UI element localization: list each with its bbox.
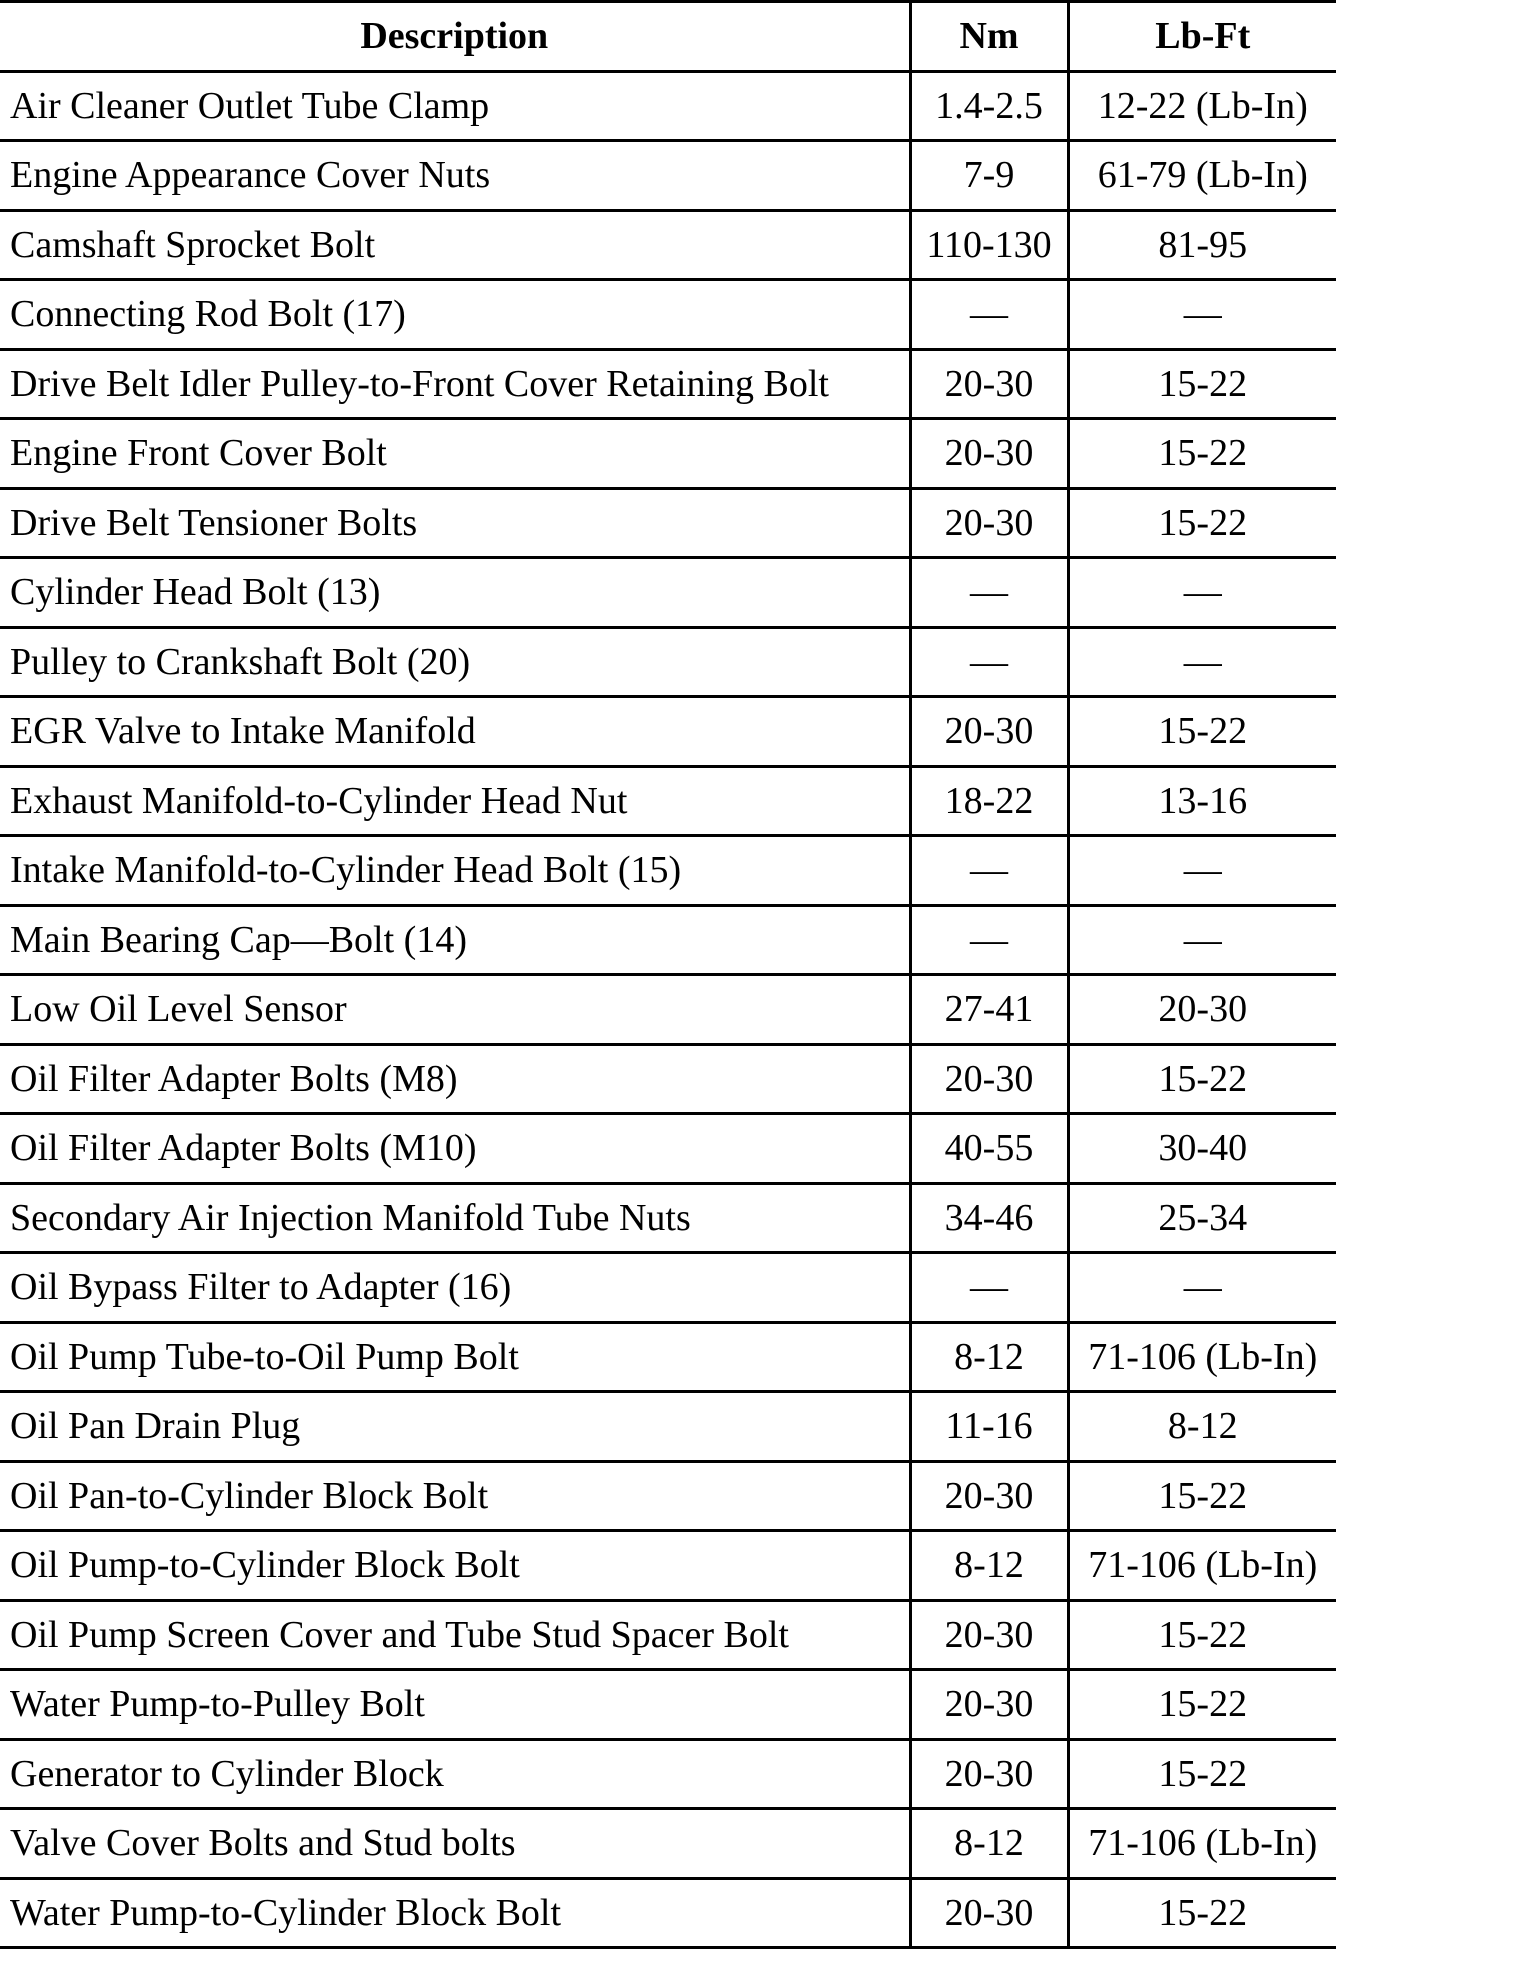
lbft-cell: 71-106 (Lb-In) bbox=[1068, 1322, 1336, 1392]
description-cell: Water Pump-to-Cylinder Block Bolt bbox=[0, 1878, 910, 1948]
column-header-lbft: Lb-Ft bbox=[1068, 2, 1336, 72]
lbft-cell: 15-22 bbox=[1068, 1739, 1336, 1809]
description-cell: Engine Front Cover Bolt bbox=[0, 419, 910, 489]
lbft-cell: 71-106 (Lb-In) bbox=[1068, 1809, 1336, 1879]
table-row bbox=[0, 975, 1336, 1045]
nm-cell: 11-16 bbox=[910, 1392, 1068, 1462]
nm-cell: 20-30 bbox=[910, 1461, 1068, 1531]
description-cell: Secondary Air Injection Manifold Tube Nuts bbox=[0, 1183, 910, 1253]
table-row bbox=[0, 1392, 1336, 1462]
description-cell: Oil Pump Screen Cover and Tube Stud Spacer Bolt bbox=[0, 1600, 910, 1670]
table-row bbox=[0, 210, 1336, 280]
nm-cell: — bbox=[910, 905, 1068, 975]
description-cell: Camshaft Sprocket Bolt bbox=[0, 210, 910, 280]
table-row bbox=[0, 1600, 1336, 1670]
nm-cell: — bbox=[910, 836, 1068, 906]
nm-cell: 20-30 bbox=[910, 488, 1068, 558]
description-cell: Water Pump-to-Pulley Bolt bbox=[0, 1670, 910, 1740]
lbft-cell: — bbox=[1068, 627, 1336, 697]
lbft-cell: — bbox=[1068, 905, 1336, 975]
lbft-cell: 71-106 (Lb-In) bbox=[1068, 1531, 1336, 1601]
table-row bbox=[0, 1670, 1336, 1740]
table-row bbox=[0, 1322, 1336, 1392]
description-cell: Generator to Cylinder Block bbox=[0, 1739, 910, 1809]
nm-cell: 1.4-2.5 bbox=[910, 71, 1068, 141]
lbft-cell: — bbox=[1068, 836, 1336, 906]
description-cell: Oil Pump-to-Cylinder Block Bolt bbox=[0, 1531, 910, 1601]
nm-cell: — bbox=[910, 280, 1068, 350]
description-cell: EGR Valve to Intake Manifold bbox=[0, 697, 910, 767]
lbft-cell: 13-16 bbox=[1068, 766, 1336, 836]
description-cell: Drive Belt Tensioner Bolts bbox=[0, 488, 910, 558]
description-cell: Valve Cover Bolts and Stud bolts bbox=[0, 1809, 910, 1879]
table-row bbox=[0, 836, 1336, 906]
description-cell: Cylinder Head Bolt (13) bbox=[0, 558, 910, 628]
nm-cell: 7-9 bbox=[910, 141, 1068, 211]
description-cell: Oil Filter Adapter Bolts (M10) bbox=[0, 1114, 910, 1184]
nm-cell: 110-130 bbox=[910, 210, 1068, 280]
table-row bbox=[0, 419, 1336, 489]
lbft-cell: — bbox=[1068, 280, 1336, 350]
table-row bbox=[0, 905, 1336, 975]
table-row bbox=[0, 488, 1336, 558]
nm-cell: 18-22 bbox=[910, 766, 1068, 836]
nm-cell: 8-12 bbox=[910, 1322, 1068, 1392]
table-row bbox=[0, 627, 1336, 697]
table-row bbox=[0, 697, 1336, 767]
nm-cell: 20-30 bbox=[910, 1600, 1068, 1670]
nm-cell: 20-30 bbox=[910, 1878, 1068, 1948]
nm-cell: 8-12 bbox=[910, 1531, 1068, 1601]
lbft-cell: 25-34 bbox=[1068, 1183, 1336, 1253]
column-header-nm: Nm bbox=[910, 2, 1068, 72]
lbft-cell: 15-22 bbox=[1068, 1461, 1336, 1531]
table-row bbox=[0, 1739, 1336, 1809]
lbft-cell: 81-95 bbox=[1068, 210, 1336, 280]
nm-cell: 34-46 bbox=[910, 1183, 1068, 1253]
description-cell: Oil Bypass Filter to Adapter (16) bbox=[0, 1253, 910, 1323]
lbft-cell: 15-22 bbox=[1068, 1878, 1336, 1948]
lbft-cell: 12-22 (Lb-In) bbox=[1068, 71, 1336, 141]
nm-cell: — bbox=[910, 627, 1068, 697]
description-cell: Oil Pan-to-Cylinder Block Bolt bbox=[0, 1461, 910, 1531]
nm-cell: 20-30 bbox=[910, 1739, 1068, 1809]
nm-cell: — bbox=[910, 558, 1068, 628]
lbft-cell: — bbox=[1068, 1253, 1336, 1323]
lbft-cell: 20-30 bbox=[1068, 975, 1336, 1045]
description-cell: Air Cleaner Outlet Tube Clamp bbox=[0, 71, 910, 141]
description-cell: Pulley to Crankshaft Bolt (20) bbox=[0, 627, 910, 697]
table-row bbox=[0, 1878, 1336, 1948]
column-header-description: Description bbox=[0, 2, 910, 72]
lbft-cell: 15-22 bbox=[1068, 1044, 1336, 1114]
table-row bbox=[0, 558, 1336, 628]
description-cell: Oil Pump Tube-to-Oil Pump Bolt bbox=[0, 1322, 910, 1392]
lbft-cell: 15-22 bbox=[1068, 697, 1336, 767]
table-row bbox=[0, 766, 1336, 836]
table-row bbox=[0, 280, 1336, 350]
table-header-row bbox=[0, 2, 1336, 72]
description-cell: Oil Filter Adapter Bolts (M8) bbox=[0, 1044, 910, 1114]
table-row bbox=[0, 1114, 1336, 1184]
lbft-cell: 61-79 (Lb-In) bbox=[1068, 141, 1336, 211]
table-row bbox=[0, 1461, 1336, 1531]
lbft-cell: 8-12 bbox=[1068, 1392, 1336, 1462]
description-cell: Low Oil Level Sensor bbox=[0, 975, 910, 1045]
description-cell: Drive Belt Idler Pulley-to-Front Cover Retaining Bolt bbox=[0, 349, 910, 419]
lbft-cell: 15-22 bbox=[1068, 349, 1336, 419]
lbft-cell: 15-22 bbox=[1068, 1670, 1336, 1740]
nm-cell: 27-41 bbox=[910, 975, 1068, 1045]
lbft-cell: 30-40 bbox=[1068, 1114, 1336, 1184]
nm-cell: — bbox=[910, 1253, 1068, 1323]
description-cell: Main Bearing Cap—Bolt (14) bbox=[0, 905, 910, 975]
table-row bbox=[0, 1809, 1336, 1879]
nm-cell: 20-30 bbox=[910, 419, 1068, 489]
description-cell: Connecting Rod Bolt (17) bbox=[0, 280, 910, 350]
nm-cell: 40-55 bbox=[910, 1114, 1068, 1184]
nm-cell: 20-30 bbox=[910, 1670, 1068, 1740]
table-row bbox=[0, 1531, 1336, 1601]
lbft-cell: 15-22 bbox=[1068, 419, 1336, 489]
nm-cell: 20-30 bbox=[910, 349, 1068, 419]
lbft-cell: 15-22 bbox=[1068, 488, 1336, 558]
table-row bbox=[0, 1044, 1336, 1114]
table-body bbox=[0, 71, 1336, 1948]
table-row bbox=[0, 349, 1336, 419]
nm-cell: 20-30 bbox=[910, 697, 1068, 767]
table-row bbox=[0, 71, 1336, 141]
nm-cell: 8-12 bbox=[910, 1809, 1068, 1879]
nm-cell: 20-30 bbox=[910, 1044, 1068, 1114]
table-row bbox=[0, 141, 1336, 211]
description-cell: Intake Manifold-to-Cylinder Head Bolt (15) bbox=[0, 836, 910, 906]
table-row bbox=[0, 1253, 1336, 1323]
lbft-cell: 15-22 bbox=[1068, 1600, 1336, 1670]
lbft-cell: — bbox=[1068, 558, 1336, 628]
table-row bbox=[0, 1183, 1336, 1253]
description-cell: Exhaust Manifold-to-Cylinder Head Nut bbox=[0, 766, 910, 836]
description-cell: Engine Appearance Cover Nuts bbox=[0, 141, 910, 211]
description-cell: Oil Pan Drain Plug bbox=[0, 1392, 910, 1462]
